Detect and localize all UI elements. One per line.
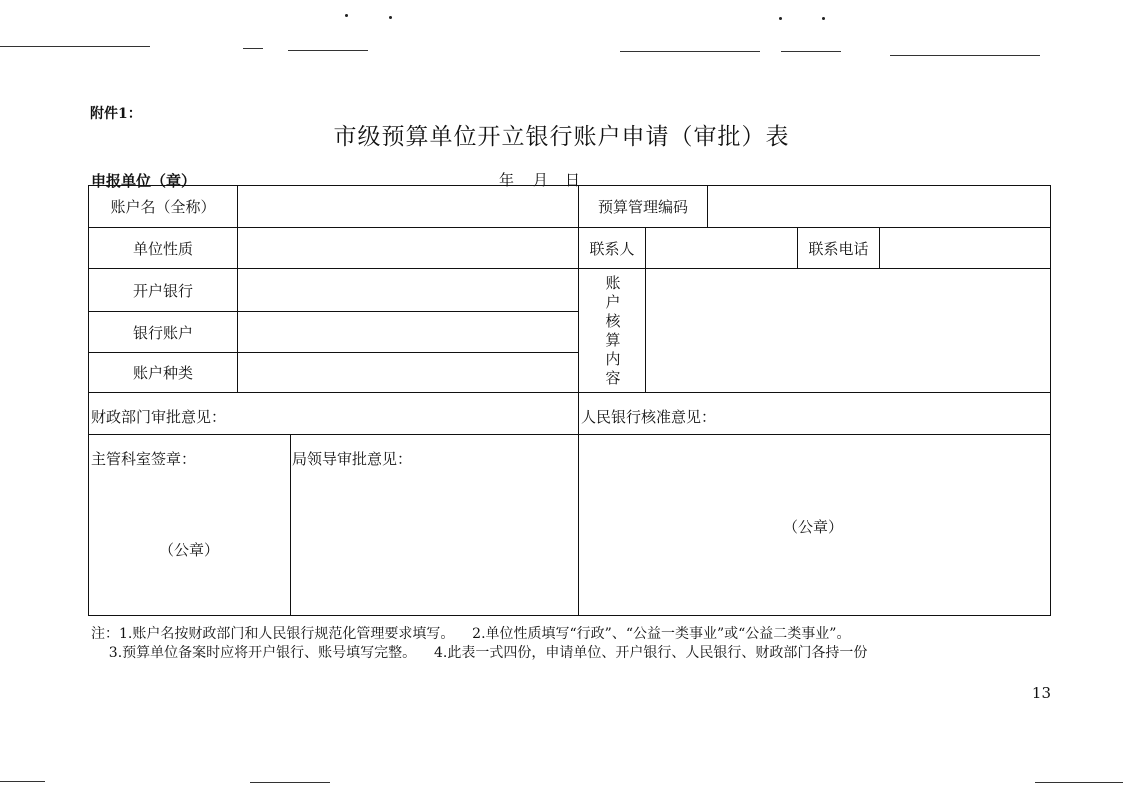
contact-phone-label: 联系电话 [808, 239, 869, 258]
page-number: 13 [1031, 684, 1051, 702]
form-title: 市级预算单位开立银行账户申请（审批）表 [333, 124, 790, 150]
account-type-field[interactable] [238, 353, 578, 392]
note-line-1: 注：1.账户名按财政部门和人民银行规范化管理要求填写。 2.单位性质填写“行政”、“公益一类事业”或“公益二类事业”。 [91, 626, 851, 642]
date-year-label: 年 [499, 171, 515, 189]
bank-account-field[interactable] [238, 312, 578, 352]
contact-person-field[interactable] [646, 228, 797, 268]
bureau-opinion-label: 局领导审批意见： [292, 450, 413, 468]
budget-code-label: 预算管理编码 [597, 198, 688, 216]
attachment-label: 附件1： [90, 106, 142, 122]
accounting-content-label: 账 户 核 算 内 容 [605, 274, 621, 387]
finance-opinion-label: 财政部门审批意见： [91, 408, 227, 426]
section-seal-label: 主管科室签章： [91, 450, 197, 468]
opening-bank-label: 开户银行 [132, 281, 193, 300]
reporting-unit-label: 申报单位（章） [91, 172, 197, 190]
opening-bank-field[interactable] [238, 269, 578, 311]
account-name-label: 账户名（全称） [110, 198, 216, 216]
unit-nature-label: 单位性质 [132, 239, 193, 258]
pboc-opinion-label: 人民银行核准意见： [581, 408, 717, 426]
account-type-label: 账户种类 [132, 364, 193, 382]
bank-account-label: 银行账户 [132, 323, 193, 342]
account-name-field[interactable] [238, 186, 578, 227]
right-seal-placeholder: （公章） [783, 518, 844, 536]
contact-phone-field[interactable] [880, 228, 1050, 268]
date-day-label: 日 [565, 171, 581, 189]
unit-nature-field[interactable] [238, 228, 578, 268]
date-month-label: 月 [533, 171, 549, 189]
application-form-table [88, 185, 1051, 616]
contact-person-label: 联系人 [589, 239, 635, 258]
note-line-2: 3.预算单位备案时应将开户银行、账号填写完整。 4.此表一式四份，申请单位、开户银行、人民银行、财政部门各持一份 [91, 645, 868, 661]
budget-code-field[interactable] [708, 186, 1050, 227]
left-seal-placeholder: （公章） [159, 541, 220, 559]
accounting-content-field[interactable] [646, 269, 1050, 392]
